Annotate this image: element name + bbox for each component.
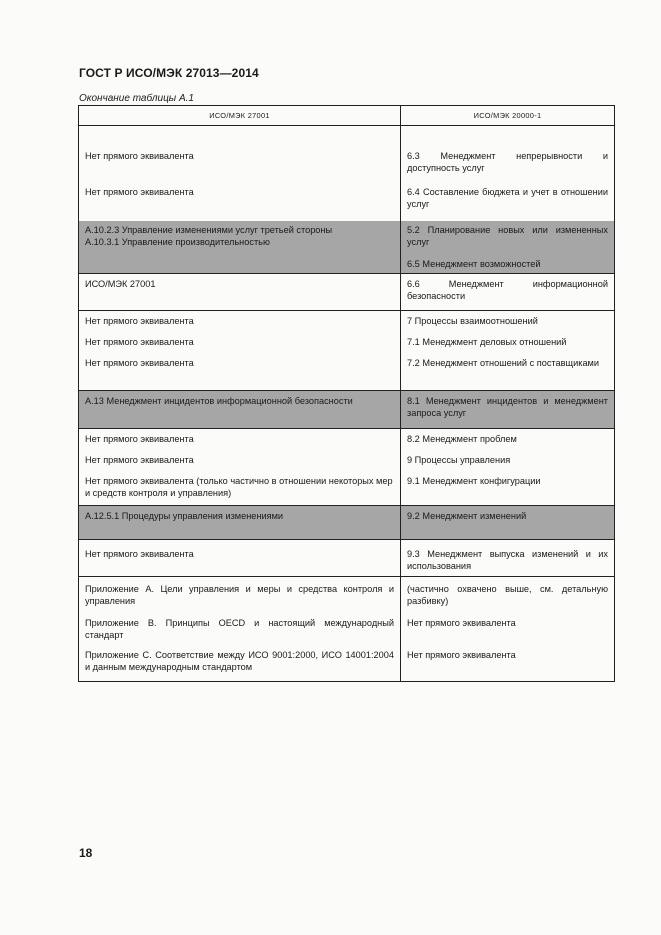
row-left-cell: Нет прямого эквивалента [79, 451, 401, 472]
row-right-cell: 6.4 Составление бюджета и учет в отношении услуг [401, 184, 615, 221]
row-left-cell: Нет прямого эквивалента [79, 333, 401, 354]
row-left-cell: Нет прямого эквивалента [79, 354, 401, 391]
table-row [79, 506, 615, 540]
table-row [79, 184, 615, 221]
row-left-cell: Нет прямого эквивалента [79, 311, 401, 334]
table-row [79, 540, 615, 577]
row-left-cell: Нет прямого эквивалента [79, 126, 401, 185]
row-left-cell: Нет прямого эквивалента [79, 184, 401, 221]
table-row [79, 259, 615, 274]
row-right-cell: 7.2 Менеджмент отношений с поставщиками [401, 354, 615, 391]
row-right-cell: 8.1 Менеджмент инцидентов и менеджмент запроса услуг [401, 391, 615, 429]
mapping-table [78, 105, 615, 682]
row-right-cell: (частично охвачено выше, см. детальную разбивку) [401, 577, 615, 616]
table-row [79, 615, 615, 647]
column-header-iso20000: ИСО/МЭК 20000-1 [401, 106, 615, 126]
table-row [79, 333, 615, 354]
column-header-iso27001: ИСО/МЭК 27001 [79, 106, 401, 126]
row-right-cell: 6.3 Менеджмент непрерывности и доступность услуг [401, 126, 615, 185]
row-left-cell: Нет прямого эквивалента (только частично в отношении некоторых мер и средств контроля и управления) [79, 472, 401, 506]
row-right-cell: 8.2 Менеджмент проблем [401, 429, 615, 452]
row-left-cell: Нет прямого эквивалента [79, 540, 401, 577]
table-row [79, 647, 615, 682]
table-row [79, 577, 615, 616]
row-left-cell: Приложение С. Соответствие между ИСО 9001:2000, ИСО 14001:2004 и данным международным стандартом [79, 647, 401, 682]
table-row [79, 354, 615, 391]
row-left-cell: А.12.5.1 Процедуры управления изменениями [79, 506, 401, 540]
row-right-cell: 7.1 Менеджмент деловых отношений [401, 333, 615, 354]
row-left-cell: Нет прямого эквивалента [79, 429, 401, 452]
row-right-cell: 6.6 Менеджмент информационной безопасности [401, 274, 615, 311]
table-row [79, 274, 615, 311]
row-right-cell: 6.5 Менеджмент возможностей [401, 259, 615, 274]
table-row [79, 311, 615, 334]
row-right-cell: 9.1 Менеджмент конфигурации [401, 472, 615, 506]
table-row [79, 472, 615, 506]
table-caption: Окончание таблицы А.1 [79, 93, 194, 104]
row-right-cell: 9.3 Менеджмент выпуска изменений и их использования [401, 540, 615, 577]
document-header: ГОСТ Р ИСО/МЭК 27013—2014 [79, 66, 259, 80]
table-row [79, 221, 615, 259]
table-row [79, 429, 615, 452]
table-row [79, 126, 615, 185]
row-left-cell: ИСО/МЭК 27001 [79, 274, 401, 311]
table-row [79, 391, 615, 429]
row-left-cell: Приложение А. Цели управления и меры и средства контроля и управления [79, 577, 401, 616]
row-right-cell: 9 Процессы управления [401, 451, 615, 472]
row-left-cell: А.13 Менеджмент инцидентов информационной безопасности [79, 391, 401, 429]
row-right-cell: Нет прямого эквивалента [401, 615, 615, 647]
row-left-cell [79, 259, 401, 274]
row-left-cell: А.10.2.3 Управление изменениями услуг третьей стороны А.10.3.1 Управление производительностью [79, 221, 401, 259]
table-header-row [79, 106, 615, 126]
row-left-cell: Приложение В. Принципы OECD и настоящий международный стандарт [79, 615, 401, 647]
row-right-cell: Нет прямого эквивалента [401, 647, 615, 682]
page-number: 18 [79, 846, 93, 860]
row-right-cell: 7 Процессы взаимоотношений [401, 311, 615, 334]
row-right-cell: 5.2 Планирование новых или измененных услуг [401, 221, 615, 259]
table-row [79, 451, 615, 472]
row-right-cell: 9.2 Менеджмент изменений [401, 506, 615, 540]
